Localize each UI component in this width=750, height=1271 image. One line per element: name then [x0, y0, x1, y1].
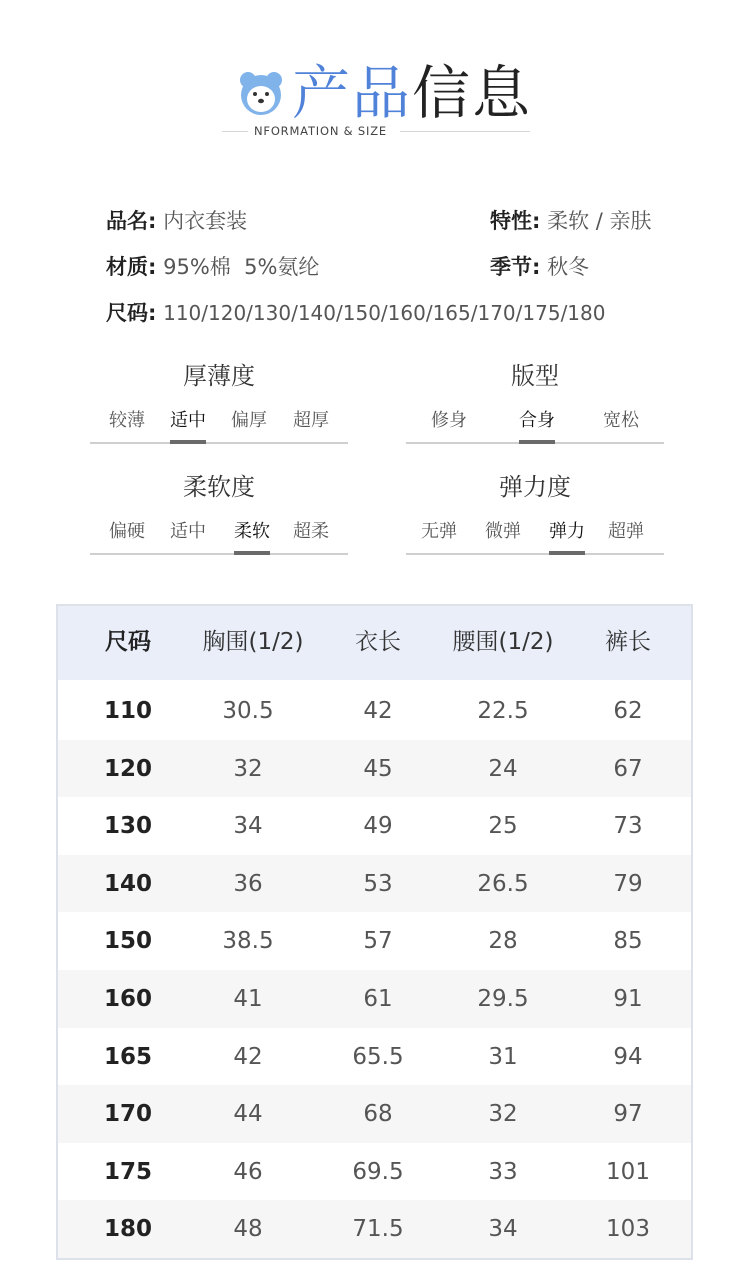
- softness-marker: [234, 551, 270, 555]
- subtitle-divider-right: [400, 131, 530, 132]
- table-cell: 48: [233, 1216, 263, 1243]
- info-material-value: 95%棉 5%氨纶: [163, 255, 320, 279]
- table-cell: 36: [233, 870, 263, 897]
- table-cell: 42: [233, 1043, 263, 1070]
- elasticity-title: 弹力度: [499, 473, 571, 501]
- info-season: [490, 253, 589, 281]
- table-cell: 61: [363, 986, 393, 1012]
- table-cell: 22.5: [477, 698, 529, 724]
- table-cell: 91: [613, 986, 643, 1012]
- table-cell: 71.5: [352, 1216, 404, 1243]
- table-cell: 45: [363, 755, 393, 782]
- table-row: [58, 1028, 691, 1086]
- elasticity-track: [406, 553, 664, 555]
- info-size-label: 尺码:: [106, 301, 157, 325]
- table-cell: 31: [488, 1043, 518, 1070]
- fit-option-regular: 合身: [519, 410, 555, 431]
- table-cell: 34: [488, 1216, 518, 1243]
- info-feature: [490, 207, 652, 235]
- thickness-track: [90, 442, 348, 444]
- table-cell: 24: [488, 755, 518, 782]
- fit-marker: [519, 440, 555, 444]
- table-cell: 53: [363, 870, 393, 897]
- bear-mascot-icon: [236, 68, 286, 118]
- table-cell: 120: [103, 755, 152, 782]
- info-name-label: 品名:: [106, 209, 157, 233]
- thickness-scale: [90, 360, 348, 460]
- table-cell: 26.5: [477, 870, 529, 897]
- table-cell: 30.5: [222, 698, 274, 724]
- table-row: [58, 682, 691, 740]
- table-cell: 34: [233, 813, 263, 840]
- elasticity-option-extra: 超弹: [608, 521, 644, 542]
- table-cell: 175: [103, 1158, 152, 1185]
- table-cell: 165: [103, 1043, 152, 1070]
- table-cell: 69.5: [352, 1158, 404, 1185]
- header-pants-length: 裤长: [605, 629, 651, 655]
- table-row: [58, 1200, 691, 1258]
- table-row: [58, 912, 691, 970]
- subtitle-divider-left: [222, 131, 248, 132]
- table-cell: 73: [613, 813, 643, 840]
- title-accent: 产品: [292, 59, 413, 127]
- table-cell: 140: [103, 870, 152, 897]
- fit-option-slim: 修身: [431, 410, 467, 431]
- header-waist: 腰围(1/2): [452, 629, 554, 655]
- table-cell: 25: [488, 813, 518, 840]
- info-name: [106, 207, 247, 235]
- header-chest: 胸围(1/2): [202, 629, 304, 655]
- table-cell: 41: [233, 986, 263, 1012]
- thickness-option-extra-thick: 超厚: [293, 410, 329, 431]
- table-cell: 42: [363, 698, 393, 724]
- elasticity-option-none: 无弹: [421, 521, 457, 542]
- table-cell: 68: [363, 1101, 393, 1128]
- table-cell: 101: [606, 1158, 650, 1185]
- table-row: [58, 797, 691, 855]
- table-cell: 32: [488, 1101, 518, 1128]
- size-table-header: [58, 606, 691, 680]
- table-row: [58, 740, 691, 798]
- table-cell: 130: [103, 813, 152, 840]
- table-cell: 180: [103, 1216, 152, 1243]
- table-row: [58, 855, 691, 913]
- table-cell: 38.5: [222, 928, 274, 955]
- page-title: [292, 60, 532, 126]
- softness-title: 柔软度: [183, 473, 255, 501]
- table-cell: 49: [363, 813, 393, 840]
- fit-option-loose: 宽松: [603, 410, 639, 431]
- table-cell: 44: [233, 1101, 263, 1128]
- fit-scale: [406, 360, 664, 460]
- softness-option-extra-soft: 超柔: [293, 521, 329, 542]
- title-rest: 信息: [412, 59, 533, 127]
- info-feature-label: 特性:: [490, 209, 541, 233]
- table-cell: 65.5: [352, 1043, 404, 1070]
- page-subtitle: NFORMATION & SIZE: [254, 124, 387, 138]
- table-row: [58, 1143, 691, 1201]
- table-cell: 79: [613, 870, 643, 897]
- softness-option-medium: 适中: [170, 521, 206, 542]
- table-cell: 46: [233, 1158, 263, 1185]
- fit-title: 版型: [511, 362, 559, 390]
- elasticity-option-elastic: 弹力: [549, 521, 585, 542]
- softness-scale: [90, 471, 348, 571]
- table-cell: 170: [103, 1101, 152, 1128]
- info-feature-value: 柔软 / 亲肤: [547, 209, 652, 233]
- table-cell: 33: [488, 1158, 518, 1185]
- thickness-title: 厚薄度: [183, 362, 255, 390]
- size-table: [56, 604, 693, 1260]
- elasticity-marker: [549, 551, 585, 555]
- softness-option-soft: 柔软: [234, 521, 270, 542]
- table-cell: 57: [363, 928, 393, 955]
- softness-track: [90, 553, 348, 555]
- table-cell: 29.5: [477, 986, 529, 1012]
- info-size-value: 110/120/130/140/150/160/165/170/175/180: [163, 301, 606, 325]
- info-name-value: 内衣套装: [163, 209, 248, 233]
- softness-option-hard: 偏硬: [109, 521, 145, 542]
- table-cell: 67: [613, 755, 643, 782]
- header-top-length: 衣长: [355, 629, 401, 655]
- table-row: [58, 1085, 691, 1143]
- table-cell: 94: [613, 1043, 643, 1070]
- info-size: [106, 299, 605, 327]
- page-header: [0, 60, 750, 150]
- info-season-label: 季节:: [490, 255, 541, 279]
- info-season-value: 秋冬: [547, 255, 590, 279]
- thickness-option-thin: 较薄: [109, 410, 145, 431]
- thickness-marker: [170, 440, 206, 444]
- table-cell: 62: [613, 698, 643, 724]
- table-cell: 32: [233, 755, 263, 782]
- info-material-label: 材质:: [106, 255, 157, 279]
- table-cell: 110: [103, 698, 152, 724]
- thickness-option-thick: 偏厚: [231, 410, 267, 431]
- thickness-option-medium: 适中: [170, 410, 206, 431]
- info-material: [106, 253, 319, 281]
- elasticity-option-slight: 微弹: [485, 521, 521, 542]
- table-cell: 97: [613, 1101, 643, 1128]
- header-size: 尺码: [105, 629, 151, 655]
- table-cell: 103: [606, 1216, 650, 1243]
- table-cell: 85: [613, 928, 643, 955]
- table-cell: 28: [488, 928, 518, 955]
- table-cell: 160: [103, 986, 152, 1012]
- table-cell: 150: [103, 928, 152, 955]
- elasticity-scale: [406, 471, 664, 571]
- table-row: [58, 970, 691, 1028]
